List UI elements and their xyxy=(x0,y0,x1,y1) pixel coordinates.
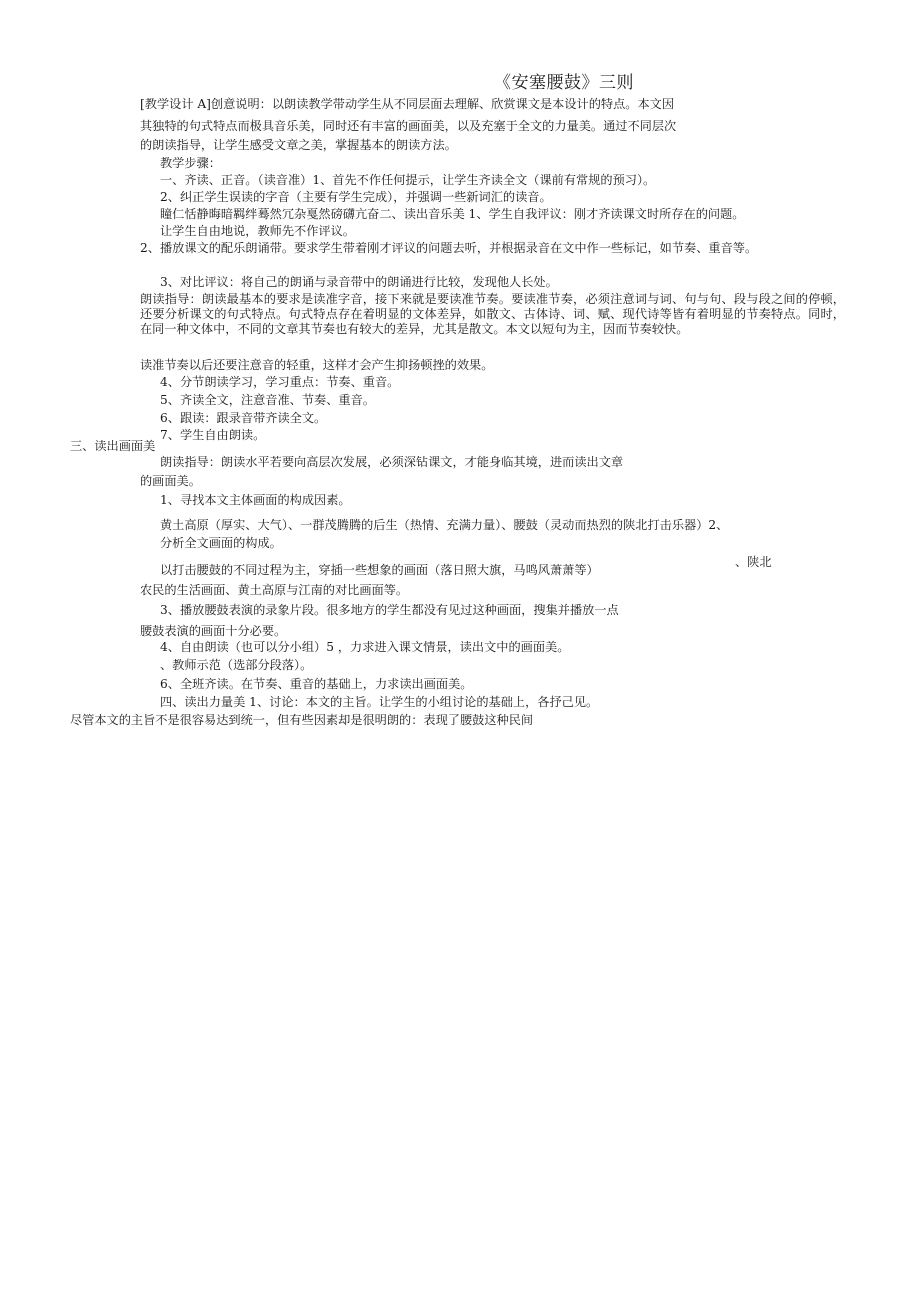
document-title: 《安塞腰鼓》三则 xyxy=(494,73,634,93)
text-line: 5、齐读全文，注意音准、节奏、重音。 xyxy=(160,393,375,407)
paragraph: 朗读指导：朗读最基本的要求是读准字音，接下来就是要读准节奏。要读准节奏，必须注意词与词、句与句、段与段之间的停顿，还要分析课文的句式特点。句式特点存在着明显的文体差异，如散文、古体诗、词、赋、现代诗等皆有着明显的节奏特点。同时，在同一种文体中，不同的文章其节奏也有较大的差异，尤其是散文。本文以短句为主，因而节奏较快。 xyxy=(140,292,845,336)
text-line: 农民的生活画面、黄土高原与江南的对比画面等。 xyxy=(140,583,409,597)
section-heading: 三、读出画面美 xyxy=(70,439,156,453)
text-line: 6、全班齐读。在节奏、重音的基础上，力求读出画面美。 xyxy=(160,677,473,691)
text-line: 读准节奏以后还要注意音的轻重，这样才会产生抑扬顿挫的效果。 xyxy=(140,358,494,372)
text-line: 4、分节朗读学习，学习重点：节奏、重音。 xyxy=(160,375,400,389)
text-line: 黄土高原（厚实、大气）、一群茂腾腾的后生（热情、充满力量）、腰鼓（灵动而热烈的陕北打击乐器）2、 xyxy=(160,518,729,532)
text-line: 2、纠正学生误读的字音（主要有学生完成），并强调一些新词汇的读音。 xyxy=(160,190,552,204)
text-line: 一、齐读、正音。（读音准）1、首先不作任何提示，让学生齐读全文（课前有常规的预习）。 xyxy=(160,173,656,187)
text-line: 1、寻找本文主体画面的构成因素。 xyxy=(160,493,351,507)
text-line: 的画面美。 xyxy=(140,474,201,488)
paragraph: 2、播放课文的配乐朗诵带。要求学生带着刚才评议的问题去听，并根据录音在文中作一些标记，如节奏、重音等。 xyxy=(140,241,758,255)
text-line: 分析全文画面的构成。 xyxy=(160,536,282,550)
text-line: 3、对比评议：将自己的朗诵与录音带中的朗诵进行比较，发现他人长处。 xyxy=(160,275,558,289)
text-line: 6、跟读：跟录音带齐读全文。 xyxy=(160,411,327,425)
text-line: 朗读指导：朗读水平若要向高层次发展，必须深钻课文，才能身临其境，进而读出文章 xyxy=(160,455,624,469)
text-line: 四、读出力量美 1、讨论：本文的主旨。让学生的小组讨论的基础上，各抒己见。 xyxy=(160,695,599,709)
text-line: 的朗读指导，让学生感受文章之美，掌握基本的朗读方法。 xyxy=(140,138,457,152)
text-line: 以打击腰鼓的不同过程为主，穿插一些想象的画面（落日照大旗，马鸣风萧萧等） xyxy=(160,563,599,577)
text-line: 7、学生自由朗读。 xyxy=(160,428,266,442)
text-line: 尽管本文的主旨不是很容易达到统一，但有些因素却是很明朗的：表现了腰鼓这种民间 xyxy=(70,713,534,727)
text-line: 、陕北 xyxy=(735,555,772,569)
text-line: 让学生自由地说，教师先不作评议。 xyxy=(160,224,355,238)
text-line: 其独特的句式特点而极具音乐美，同时还有丰富的画面美，以及充塞于全文的力量美。通过不同层次 xyxy=(140,119,677,133)
text-line: 、教师示范（选部分段落）。 xyxy=(160,658,313,672)
text-line: 腰鼓表演的画面十分必要。 xyxy=(140,624,287,638)
text-line: 3、播放腰鼓表演的录象片段。很多地方的学生都没有见过这种画面，搜集并播放一点 xyxy=(160,603,619,617)
text-line: 教学步骤： xyxy=(160,156,221,170)
text-line: 4、自由朗读（也可以分小组）5 ，力求进入课文情景，读出文中的画面美。 xyxy=(160,640,570,654)
text-line: [教学设计 A]创意说明：以朗读教学带动学生从不同层面去理解、欣赏课文是本设计的特点。本文因 xyxy=(140,97,675,111)
text-line: 瞳仁恬静晦暗羁绊蓦然冗杂戛然磅礴亢奋二、读出音乐美 1、学生自我评议：刚才齐读课文时所存在的问题。 xyxy=(160,207,745,221)
